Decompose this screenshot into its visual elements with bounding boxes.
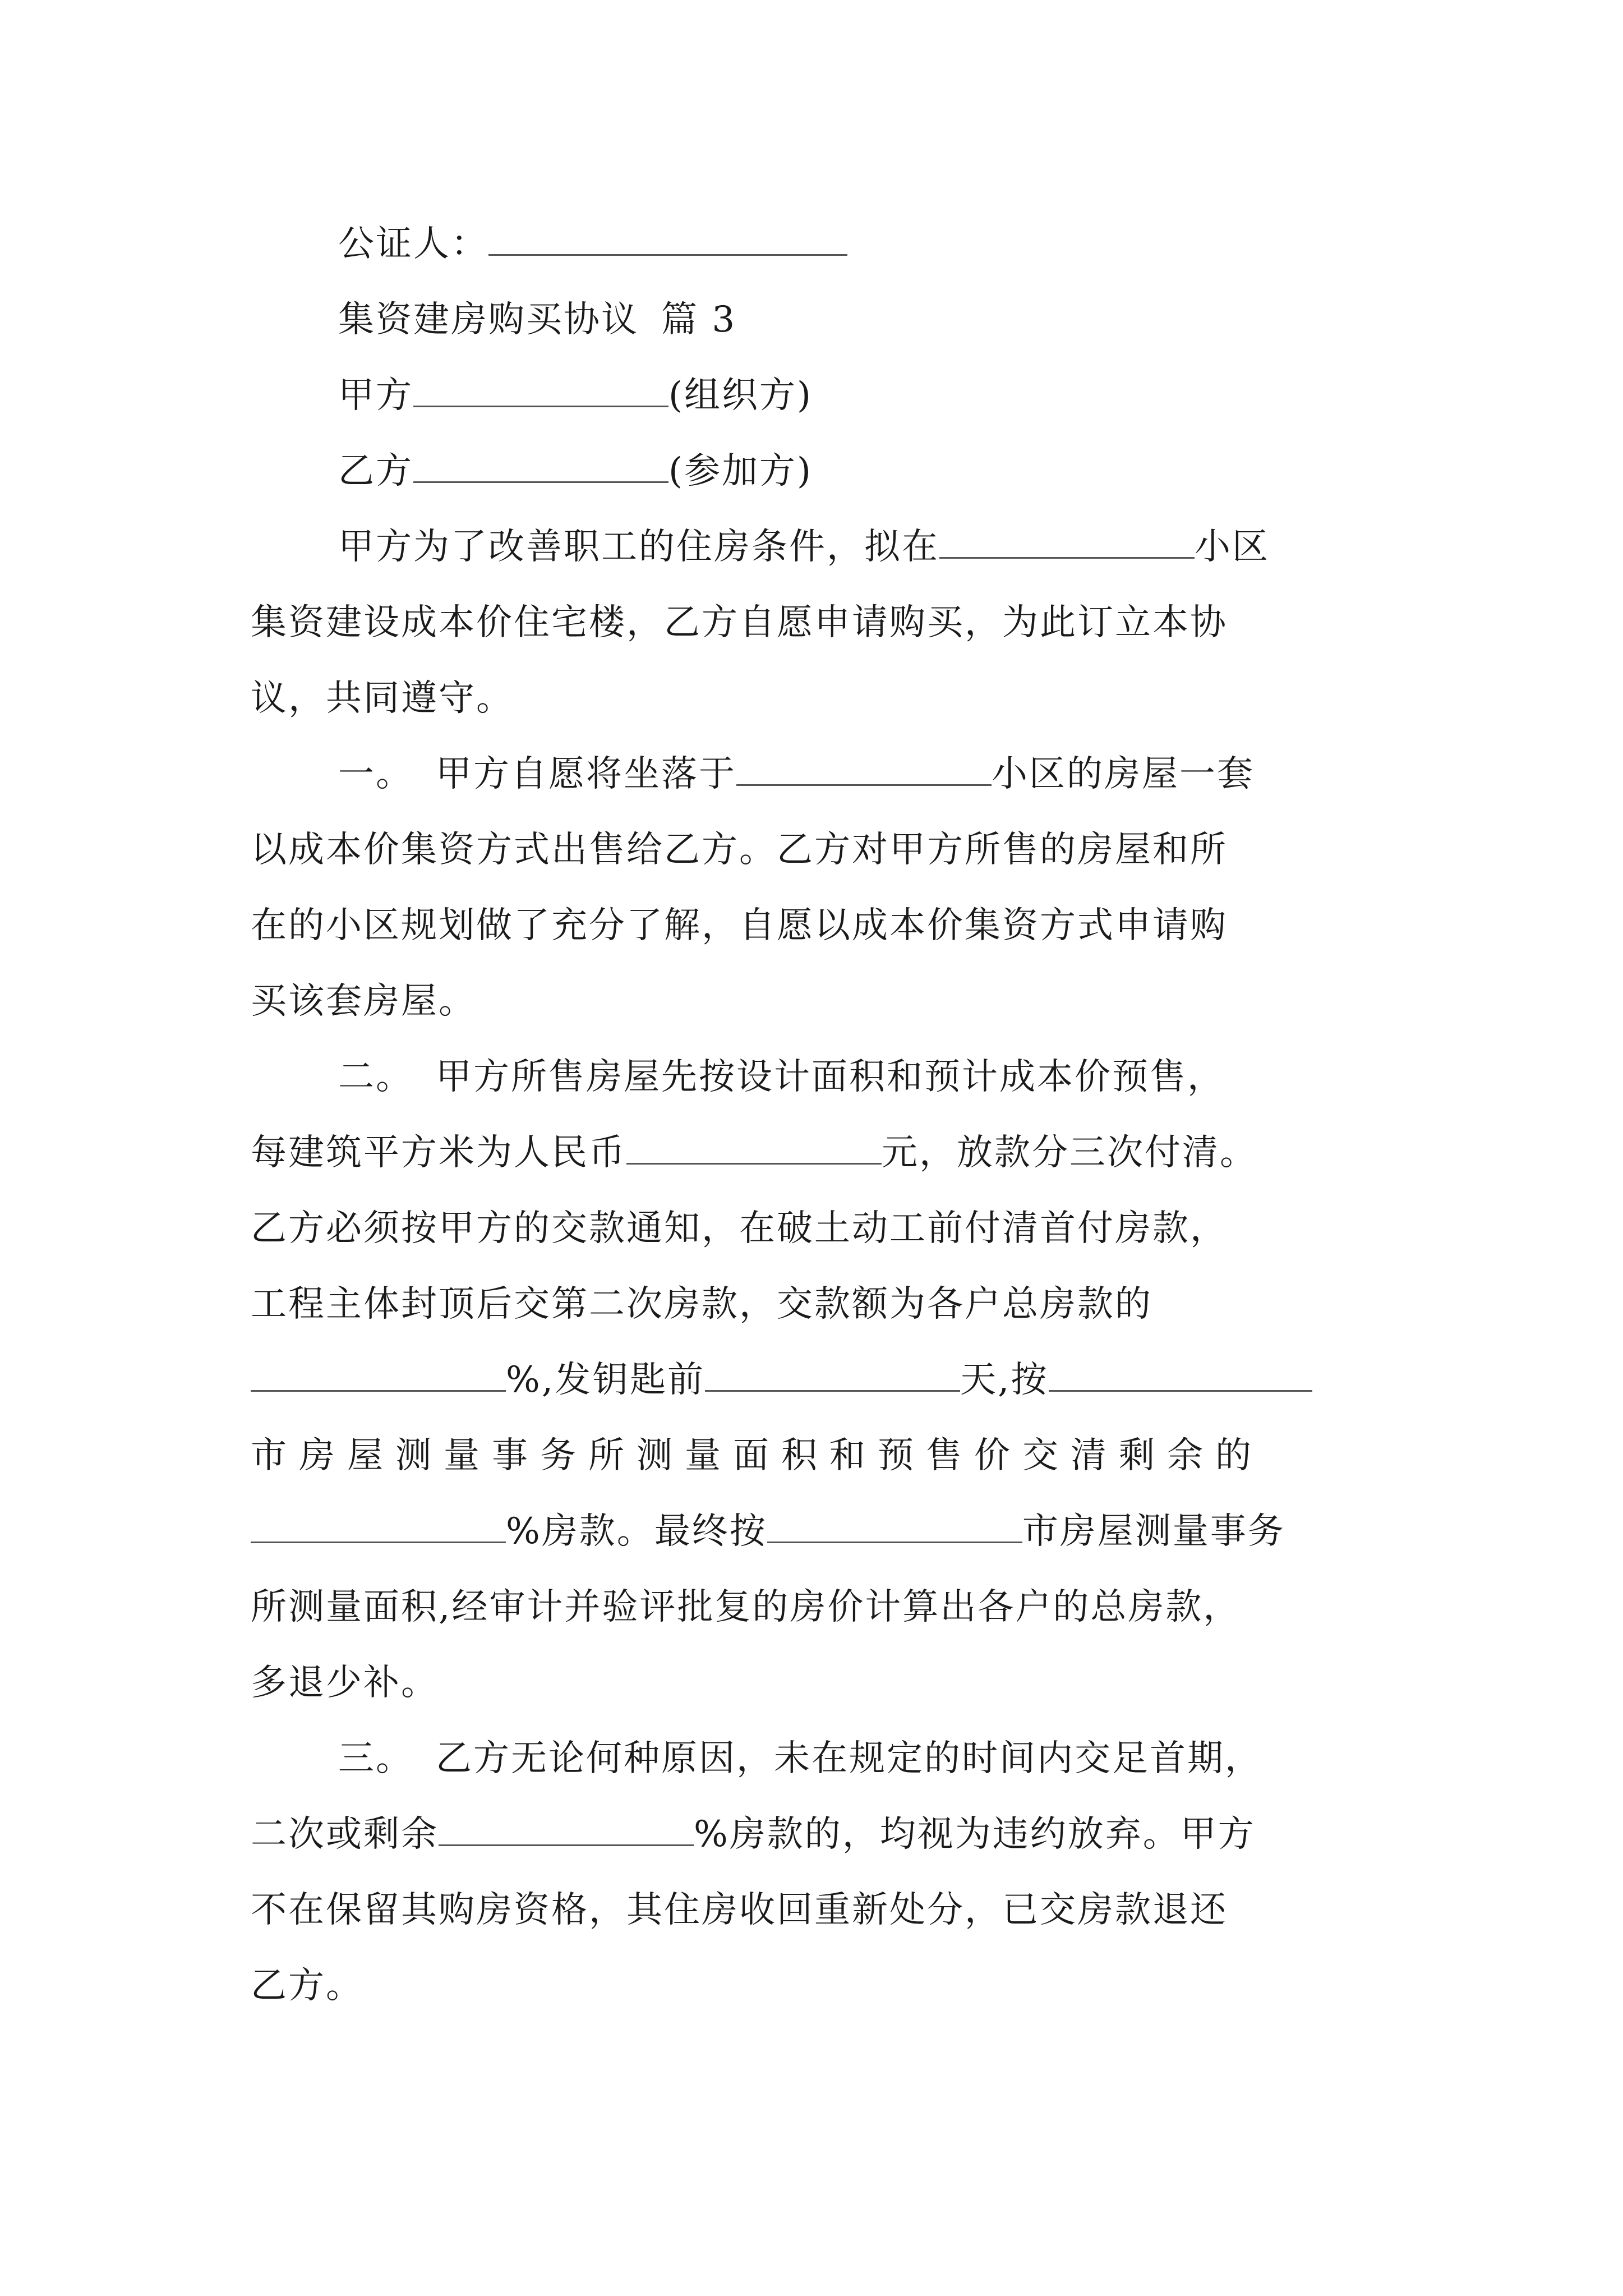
party-a-label: 甲方	[338, 375, 413, 416]
clause-2-line-6: 市房屋测量事务所测量面积和预售价交清剩余的	[251, 1435, 1264, 1476]
clause-text: 天,按	[960, 1359, 1049, 1401]
intro-line-1	[338, 524, 1270, 569]
city-blank	[1049, 1387, 1312, 1392]
percent-blank	[439, 1841, 694, 1846]
intro-text: 小区	[1195, 526, 1270, 568]
clause-3-line-1	[338, 1736, 1262, 1781]
party-b-line	[338, 449, 813, 494]
notary-line	[338, 222, 847, 266]
clause-text: %房款的，均视为违约放弃。甲方	[694, 1814, 1256, 1855]
location-blank	[736, 781, 992, 786]
notary-label: 公证人：	[338, 223, 488, 265]
clause-3-line-2	[251, 1812, 1256, 1857]
clause-2-line-2	[251, 1130, 1257, 1175]
city-blank	[767, 1538, 1022, 1543]
clause-1-line-2: 以成本价集资方式出售给乙方。乙方对甲方所售的房屋和所	[251, 829, 1228, 871]
clause-2-line-7	[251, 1509, 1285, 1554]
party-b-label: 乙方	[338, 450, 413, 492]
clause-2-line-4: 工程主体封顶后交第二次房款，交款额为各户总房款的	[251, 1283, 1152, 1325]
clause-text: 市房屋测量事务	[1022, 1511, 1285, 1552]
clause-3-line-3: 不在保留其购房资格，其住房收回重新处分，已交房款退还	[251, 1889, 1228, 1931]
clause-number: 三。	[338, 1738, 413, 1779]
price-blank	[626, 1159, 882, 1165]
clause-2-line-8: 所测量面积,经审计并验评批复的房价计算出各户的总房款，	[251, 1586, 1241, 1628]
party-b-role: (参加方)	[668, 450, 813, 492]
clause-1-line-1	[338, 752, 1255, 797]
intro-line-2: 集资建设成本价住宅楼，乙方自愿申请购买，为此订立本协	[251, 602, 1228, 643]
party-b-blank	[413, 478, 668, 483]
intro-blank	[939, 554, 1195, 559]
clause-text: 每建筑平方米为人民币	[251, 1132, 626, 1174]
clause-text: 小区的房屋一套	[992, 753, 1255, 795]
party-a-line	[338, 373, 813, 418]
clause-text: 甲方所售房屋先按设计面积和预计成本价预售，	[436, 1056, 1225, 1098]
party-a-blank	[413, 402, 668, 407]
heading-suffix: 篇 3	[661, 299, 737, 341]
clause-1-line-4: 买该套房屋。	[251, 981, 476, 1022]
clause-2-line-9: 多退少补。	[251, 1662, 439, 1704]
clause-3-line-4: 乙方。	[251, 1965, 363, 2007]
clause-text: 甲方自愿将坐落于	[436, 753, 736, 795]
percent-blank	[251, 1387, 506, 1392]
intro-line-3: 议，共同遵守。	[251, 678, 514, 719]
heading-title: 集资建房购买协议	[338, 299, 639, 341]
clause-2-line-1	[338, 1055, 1225, 1099]
percent-blank	[251, 1538, 506, 1543]
party-a-role: (组织方)	[668, 375, 813, 416]
notary-blank	[488, 251, 847, 256]
clause-text: 元，放款分三次付清。	[882, 1132, 1257, 1174]
clause-text: %房款。最终按	[506, 1511, 767, 1552]
clause-1-line-3: 在的小区规划做了充分了解，自愿以成本价集资方式申请购	[251, 905, 1228, 946]
agreement-heading	[338, 297, 736, 342]
clause-text: 乙方无论何种原因，未在规定的时间内交足首期，	[436, 1738, 1262, 1779]
clause-number: 一。	[338, 753, 413, 795]
intro-text: 甲方为了改善职工的住房条件，拟在	[338, 526, 939, 568]
clause-text: %,发钥匙前	[506, 1359, 706, 1401]
clause-text: 二次或剩余	[251, 1814, 439, 1855]
clause-number: 二。	[338, 1056, 413, 1098]
clause-2-line-3: 乙方必须按甲方的交款通知，在破土动工前付清首付房款，	[251, 1208, 1228, 1249]
days-blank	[705, 1387, 960, 1392]
clause-2-line-5	[251, 1358, 1312, 1402]
